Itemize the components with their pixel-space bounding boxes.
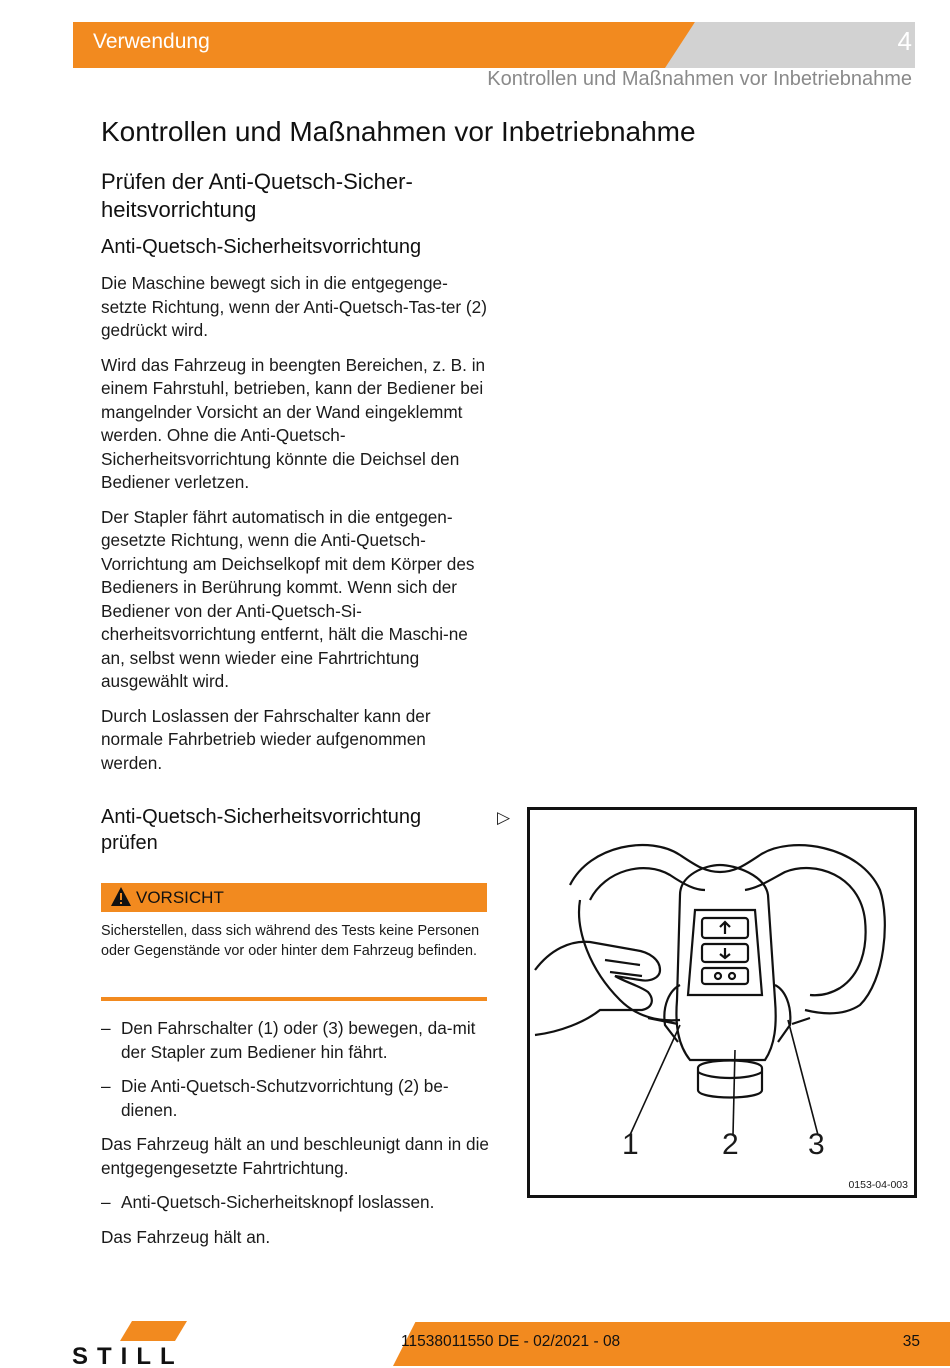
- subheading: Prüfen der Anti-Quetsch-Sicher-heitsvorrichtung: [101, 169, 413, 222]
- triangle-right-icon: ▷: [497, 808, 511, 827]
- chapter-title: Verwendung: [93, 30, 210, 53]
- header-chapter-tab: [665, 22, 915, 68]
- paragraph: Durch Loslassen der Fahrschalter kann der normale Fahrbetrieb wieder aufgenommen werden.: [101, 705, 431, 773]
- heading-check: Anti-Quetsch-Sicherheitsvorrichtung prüfen: [101, 806, 422, 854]
- caution-label: VORSICHT: [136, 888, 224, 907]
- step-text: Anti-Quetsch-Sicherheitsknopf loslassen.: [121, 1192, 435, 1212]
- page-number: 35: [902, 1333, 920, 1350]
- callout-1: 1: [622, 1128, 639, 1161]
- dash: –: [101, 1192, 111, 1212]
- callout-2: 2: [722, 1128, 739, 1161]
- step-text: Den Fahrschalter (1) oder (3) bewegen, da-mit der Stapler zum Bediener hin fährt.: [121, 1018, 476, 1062]
- page-title: Kontrollen und Maßnahmen vor Inbetriebnahme: [101, 116, 696, 147]
- caution-text: Sicherstellen, dass sich während des Tests keine Personen oder Gegenstände vor oder hinter dem Fahrzeug befinden.: [101, 923, 480, 959]
- warning-icon: [110, 886, 132, 908]
- paragraph: Die Maschine bewegt sich in die entgegenge-setzte Richtung, wenn der Anti-Quetsch-Tas-ter (2) gedrückt wird.: [101, 273, 487, 340]
- caution-divider: [101, 997, 487, 1001]
- still-logo: [72, 1318, 237, 1366]
- section-subtitle: Kontrollen und Maßnahmen vor Inbetriebnahme: [487, 68, 912, 90]
- logo-text: STILL: [72, 1343, 184, 1366]
- tiller-head-figure: [527, 807, 917, 1198]
- heading-device: Anti-Quetsch-Sicherheitsvorrichtung: [101, 236, 422, 258]
- paragraph: Der Stapler fährt automatisch in die entgegen-gesetzte Richtung, wenn die Anti-Quetsch-Vorrichtung am Deichselkopf mit dem Körper des Bedieners in Berührung kommt. Wenn sich der Bediener von der Anti-Quetsch-Si-cherheitsvorrichtung entfernt, hält die Maschi-ne an, selbst wenn wieder eine Fahrtrichtung ausgewählt wird.: [101, 506, 475, 691]
- document-number: 11538011550 DE - 02/2021 - 08: [401, 1333, 621, 1350]
- dash: –: [101, 1018, 111, 1038]
- list-item: [101, 1075, 491, 1122]
- result-text: Das Fahrzeug hält an und beschleunigt dann in die entgegengesetzte Fahrtrichtung.: [101, 1134, 489, 1178]
- procedure-list: [101, 1017, 491, 1260]
- dash: –: [101, 1076, 111, 1096]
- list-item: [101, 1017, 491, 1064]
- result-text: Das Fahrzeug hält an.: [101, 1226, 271, 1247]
- chapter-number: 4: [897, 26, 912, 56]
- step-text: Die Anti-Quetsch-Schutzvorrichtung (2) be-dienen.: [121, 1076, 449, 1120]
- intro-text: [101, 272, 491, 786]
- callout-3: 3: [808, 1128, 825, 1161]
- figure-code: 0153-04-003: [848, 1179, 908, 1191]
- list-item: [101, 1191, 491, 1215]
- paragraph: Wird das Fahrzeug in beengten Bereichen, z. B. in einem Fahrstuhl, betrieben, kann der Bediener bei mangelnder Vorsicht an der Wand eingeklemmt werden. Ohne die Anti-Quetsch-Sicherheitsvorrichtung könnte die Deichsel den Bediener verletzen.: [101, 354, 486, 492]
